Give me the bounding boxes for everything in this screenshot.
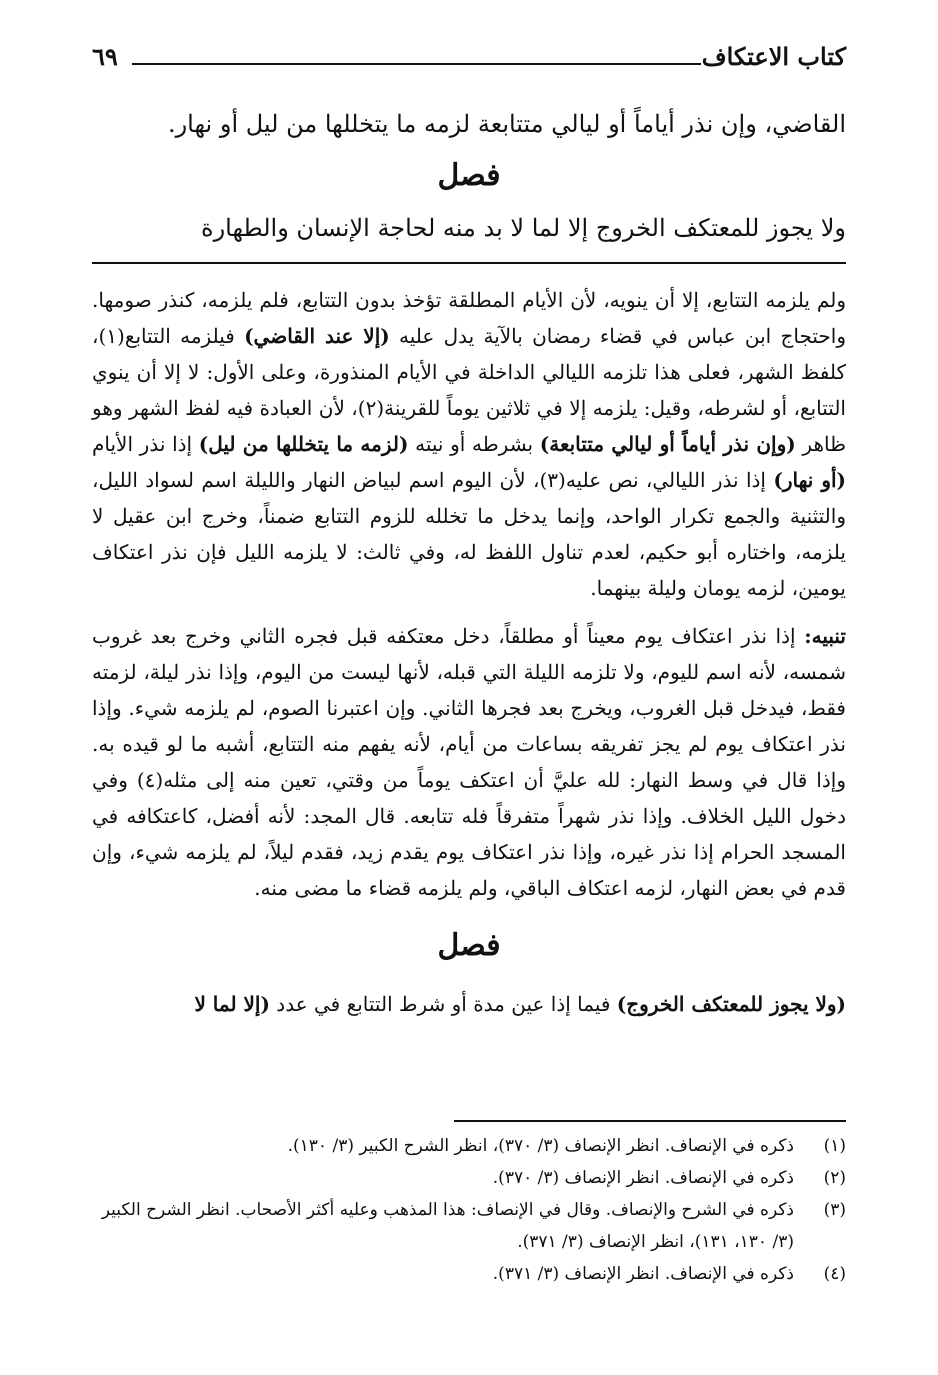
quoted-matn: (ولا يجوز للمعتكف الخروج) bbox=[616, 992, 846, 1016]
text-run: فيما إذا عين مدة أو شرط التتابع في عدد bbox=[269, 992, 617, 1016]
footnote-text: ذكره في الشرح والإنصاف. وقال في الإنصاف: هذا المذهب وعليه أكثر الأصحاب. انظر الشرح الكبير (٣/ ١٣٠، ١٣١)، انظر الإنصاف (٣/ ٣٧١). bbox=[101, 1200, 794, 1252]
commentary-text bbox=[92, 282, 846, 1034]
footnote-number: (١) bbox=[823, 1136, 846, 1156]
quoted-matn: (وإن نذر أياماً أو ليالي متتابعة) bbox=[539, 432, 796, 456]
footnote-number: (٣) bbox=[823, 1200, 846, 1220]
text-run: إذا نذر اعتكاف يوم معيناً أو مطلقاً، دخل معتكفه قبل فجره الثاني وخرج بعد غروب شمسه، لأنه اسم لليوم، ولا تلزمه الليلة التي قبله، لأنها ليست من اليوم، وإذا نذر ليلة، لزمته فقط، فيدخل قبل الغروب، ويخرج بعد فجرها الثاني. وإن اعتبرنا الصوم، لم يلزمه شيء. وإذا نذر اعتكاف يوم لم يجز تفريقه بساعات من أيام، لأنه يفهم منه التتابع، أشبه ما لو قيده به. وإذا قال في وسط النهار: لله عليَّ أن اعتكف يوماً من وقتي، تعين منه إلى مثله(٤) وفي دخول الليل الخلاف. وإذا نذر شهراً متفرقاً فله تتابعه. قال المجد: لأنه أفضل، كاعتكافه في المسجد الحرام إذا نذر غيره، وإذا نذر اعتكاف يوم يقدم زيد، فقدم ليلاً، لم يلزمه شيء، وإن قدم في بعض النهار، لزمه اعتكاف الباقي، ولم يلزمه قضاء ما مضى منه. bbox=[92, 624, 847, 900]
matn-paragraph: القاضي، وإن نذر أياماً أو ليالي متتابعة لزمه ما يتخللها من ليل أو نهار. bbox=[167, 110, 846, 138]
header-rule bbox=[132, 63, 701, 65]
footnote bbox=[92, 1258, 846, 1290]
text-run: إذا نذر الأيام bbox=[92, 432, 199, 456]
commentary-paragraph bbox=[92, 986, 846, 1022]
text-run: فيلزمه التتابع(١)، كلفظ الشهر، فعلى هذا تلزمه الليالي الداخلة في الأيام المنذورة، وعلى الأول: لا إلا أن ينوي التتابع، أو لشرطه، وقيل: يلزمه إلا في ثلاثين يوماً للقرينة(٢)، لأن العبادة فيه لفظ الشهر وهو ظاهر bbox=[92, 324, 847, 456]
note-label: تنبيه: bbox=[804, 624, 846, 648]
main-text bbox=[92, 100, 846, 252]
text-run: بشرطه أو نيته bbox=[408, 432, 540, 456]
footnote bbox=[92, 1130, 846, 1162]
footnote-number: (٤) bbox=[823, 1264, 846, 1284]
footnote-number: (٢) bbox=[823, 1168, 846, 1188]
text-run: إذا نذر الليالي، نص عليه(٣)، لأن اليوم اسم لبياض النهار والليلة اسم لسواد الليل، والتثنية والجمع تكرار الواحد، وإنما يدخل ما تخلله للزوم التتابع ضمناً، وخرج ابن عقيل لا يلزمه، واختاره أبو حكيم، لعدم تناول اللفظ له، وفي ثالث: لا يلزمه الليل فإن نذر اعتكاف يومين، لزمه يومان وليلة بينهما. bbox=[92, 468, 846, 600]
running-header bbox=[92, 40, 846, 76]
footnote-text: ذكره في الإنصاف. انظر الإنصاف (٣/ ٣٧٠). bbox=[492, 1168, 794, 1188]
matn-separator-rule bbox=[92, 262, 846, 264]
footnote-separator-rule bbox=[454, 1120, 846, 1122]
matn-paragraph: ولا يجوز للمعتكف الخروج إلا لما لا بد منه لحاجة الإنسان والطهارة bbox=[201, 214, 846, 242]
chapter-title: كتاب الاعتكاف bbox=[701, 42, 846, 71]
footnote bbox=[92, 1194, 846, 1258]
page-number: ٦٩ bbox=[92, 42, 118, 71]
section-heading: فصل bbox=[437, 928, 501, 963]
quoted-matn: (إلا عند القاضي) bbox=[244, 324, 390, 348]
section-heading: فصل bbox=[437, 158, 501, 193]
quoted-matn: (لزمه ما يتخللها من ليل) bbox=[198, 432, 409, 456]
quoted-matn: (أو نهار) bbox=[773, 468, 846, 492]
text-run: ولم يلزمه التتابع، إلا أن ينويه، لأن الأيام المطلقة تؤخذ بدون التتابع، فلم يلزمه، كنذر صومها. واحتجاج ابن عباس في قضاء رمضان بالآية يدل عليه bbox=[92, 288, 846, 348]
commentary-paragraph bbox=[92, 282, 846, 606]
footnote bbox=[92, 1162, 846, 1194]
footnote-text: ذكره في الإنصاف. انظر الإنصاف (٣/ ٣٧٠)، انظر الشرح الكبير (٣/ ١٣٠). bbox=[287, 1136, 794, 1156]
footnotes bbox=[92, 1130, 846, 1290]
footnote-text: ذكره في الإنصاف. انظر الإنصاف (٣/ ٣٧١). bbox=[492, 1264, 794, 1284]
commentary-paragraph bbox=[92, 618, 846, 906]
quoted-matn: (إلا لما لا bbox=[194, 992, 270, 1016]
